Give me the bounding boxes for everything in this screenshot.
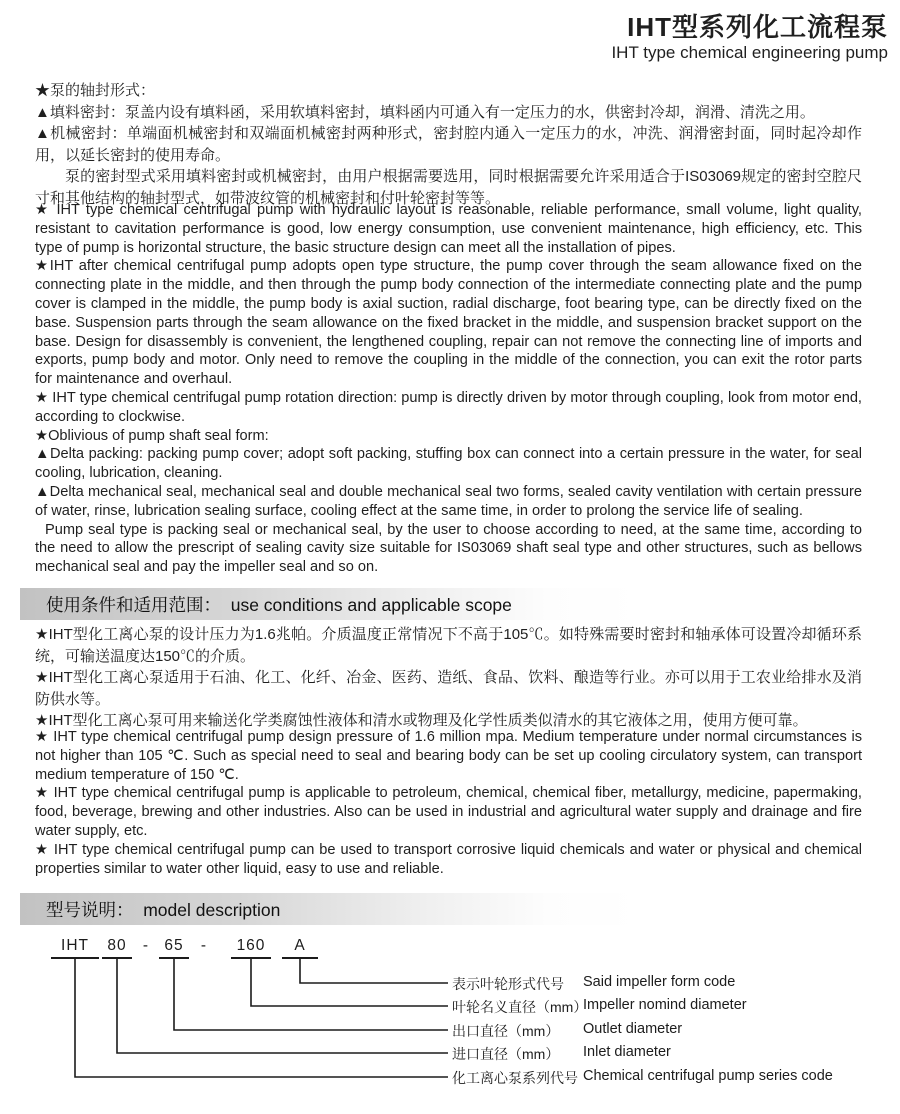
paragraph-shaft-seal-en: ▲Delta packing: packing pump cover; adopt soft packing, stuffing box can connect into a certain pressure in the water, for seal cooling, lubrication, cleaning. <box>35 446 862 482</box>
paragraph-conditions-zh: ★IHT型化工离心泵适用于石油、化工、化纤、冶金、医药、造纸、食品、饮料、酿造等行业。亦可以用于工农业给排水及消防供水等。 <box>35 669 862 708</box>
shaft-seal-zh-block <box>35 80 862 209</box>
paragraph-shaft-seal-zh: ★泵的轴封形式： <box>35 82 156 99</box>
paragraph-conditions-zh: ★IHT型化工离心泵可用来输送化学类腐蚀性液体和清水或物理及化学性质类似清水的其它液体之用，使用方便可靠。 <box>35 712 808 729</box>
model-token-impeller-diameter: 160 <box>236 937 266 954</box>
model-token-impeller-form: A <box>294 937 306 954</box>
paragraph-conditions-en: ★ IHT type chemical centrifugal pump is applicable to petroleum, chemical, chemical fiber, metallurgy, medicine, papermaking, food, beverage, brewing and other industries. Also can be used in industrial and agricultural water supply and drainage and fire water supply, etc. <box>35 785 862 839</box>
paragraph-shaft-seal-zh: 泵的密封型式采用填料密封或机械密封，由用户根据需要选用，同时根据需要允许采用适合于IS03069规定的密封空腔尺寸和其他结构的轴封型式，如带波纹管的机械密封和付叶轮密封等等。 <box>35 168 862 207</box>
conditions-zh-block <box>35 624 862 732</box>
label-impeller-form-zh: 表示叶轮形式代号 <box>452 976 564 992</box>
model-token-outlet: 65 <box>164 937 184 954</box>
conditions-en-block <box>35 728 862 878</box>
paragraph-shaft-seal-en: ★ IHT type chemical centrifugal pump with hydraulic layout is reasonable, reliable performance, small volume, light quality, resistant to cavitation performance is good, low energy consumption, use convenient maintenance, high efficiency, etc. This type of pump is horizontal structure, the basic structure design can meet all the installation of pipes. <box>35 202 862 256</box>
page-title-block <box>611 12 888 63</box>
label-inlet-en: Inlet diameter <box>583 1044 671 1060</box>
label-impeller-diameter-zh: 叶轮名义直径（mm） <box>452 999 588 1015</box>
label-outlet-en: Outlet diameter <box>583 1021 683 1037</box>
model-token-inlet: 80 <box>107 937 127 954</box>
model-code-diagram <box>35 935 865 1110</box>
paragraph-shaft-seal-zh: ▲机械密封：单端面机械密封和双端面机械密封两种形式，密封腔内通入一定压力的水，冲洗、润滑密封面，同时起冷却作用，以延长密封的使用寿命。 <box>35 125 862 164</box>
connector-series-code <box>75 958 448 1077</box>
label-impeller-diameter-en: Impeller nomind diameter <box>583 997 747 1013</box>
paragraph-conditions-en: ★ IHT type chemical centrifugal pump can be used to transport corrosive liquid chemicals and water or physical and chemical properties similar to water other liquid, easy to use and reliable. <box>35 841 862 877</box>
paragraph-conditions-zh: ★IHT型化工离心泵的设计压力为1.6兆帕。介质温度正常情况下不高于105℃。如特殊需要时密封和轴承体可设置冷却循环系统，可输送温度达150℃的介质。 <box>35 626 862 665</box>
section-header-model-description: 型号说明： model description <box>20 893 640 925</box>
paragraph-conditions-en: ★ IHT type chemical centrifugal pump design pressure of 1.6 million mpa. Medium temperature under normal circumstances is not higher than 105 ℃. Such as special need to seal and bearing body can be set up cooling circulatory system, can transport medium temperature of 150 ℃. <box>35 729 862 783</box>
connector-impeller-diameter <box>251 958 448 1006</box>
label-series-code-en: Chemical centrifugal pump series code <box>583 1068 833 1084</box>
paragraph-shaft-seal-zh: ▲填料密封：泵盖内设有填料函，采用软填料密封，填料函内可通入有一定压力的水，供密封冷却，润滑、清洗之用。 <box>35 103 815 121</box>
model-token-series: IHT <box>61 937 89 954</box>
label-outlet-zh: 出口直径（mm） <box>452 1023 560 1039</box>
paragraph-shaft-seal-en: ★ IHT type chemical centrifugal pump rotation direction: pump is directly driven by motor through coupling, look from motor end, according to clockwise. <box>35 389 862 425</box>
page-subtitle: IHT type chemical engineering pump <box>611 43 888 62</box>
model-token-dash: - <box>200 937 208 954</box>
paragraph-shaft-seal-en: ★Oblivious of pump shaft seal form: <box>35 427 269 444</box>
label-inlet-zh: 进口直径（mm） <box>452 1046 560 1062</box>
paragraph-shaft-seal-en: Pump seal type is packing seal or mechanical seal, by the user to choose according to need, at the same time, according to the need to allow the prescript of sealing cavity size suitable for IS03069 shaft seal type and other structures, such as bellows mechanical seal and pay the impeller seal and so on. <box>35 521 862 576</box>
paragraph-shaft-seal-en: ▲Delta mechanical seal, mechanical seal and double mechanical seal two forms, sealed cavity ventilation with certain pressure of water, rinse, lubrication sealing surface, cooling effect at the same time, in order to prolong the service life of sealing. <box>35 483 862 519</box>
connector-outlet <box>174 958 448 1030</box>
label-series-code-zh: 化工离心泵系列代号 <box>452 1070 578 1086</box>
page-title: IHT型系列化工流程泵 <box>627 12 888 42</box>
model-token-dash: - <box>142 937 150 954</box>
connector-impeller-form <box>300 958 448 983</box>
shaft-seal-en-block <box>35 201 862 577</box>
label-impeller-form-en: Said impeller form code <box>583 974 736 990</box>
paragraph-shaft-seal-en: ★IHT after chemical centrifugal pump adopts open type structure, the pump cover through the seam allowance fixed on the connecting plate in the middle, and then through the pump body connection of the intermediate connecting plate and the pump cover is clamped in the middle, the pump body is axial suction, radial discharge, foot bearing type, can be directly fixed on the base. Suspension parts through the seam allowance on the fixed bracket in the middle, and suspension bracket support on the base. Design for disassembly is convenient, the lengthened coupling, repair can not remove the connecting line of imports and exports, pump body and motor. Only need to remove the coupling in the middle of the connection, you can exit the rotor parts for maintenance and overhaul. <box>35 258 862 388</box>
section-header-use-conditions: 使用条件和适用范围： use conditions and applicable scope <box>20 588 640 620</box>
